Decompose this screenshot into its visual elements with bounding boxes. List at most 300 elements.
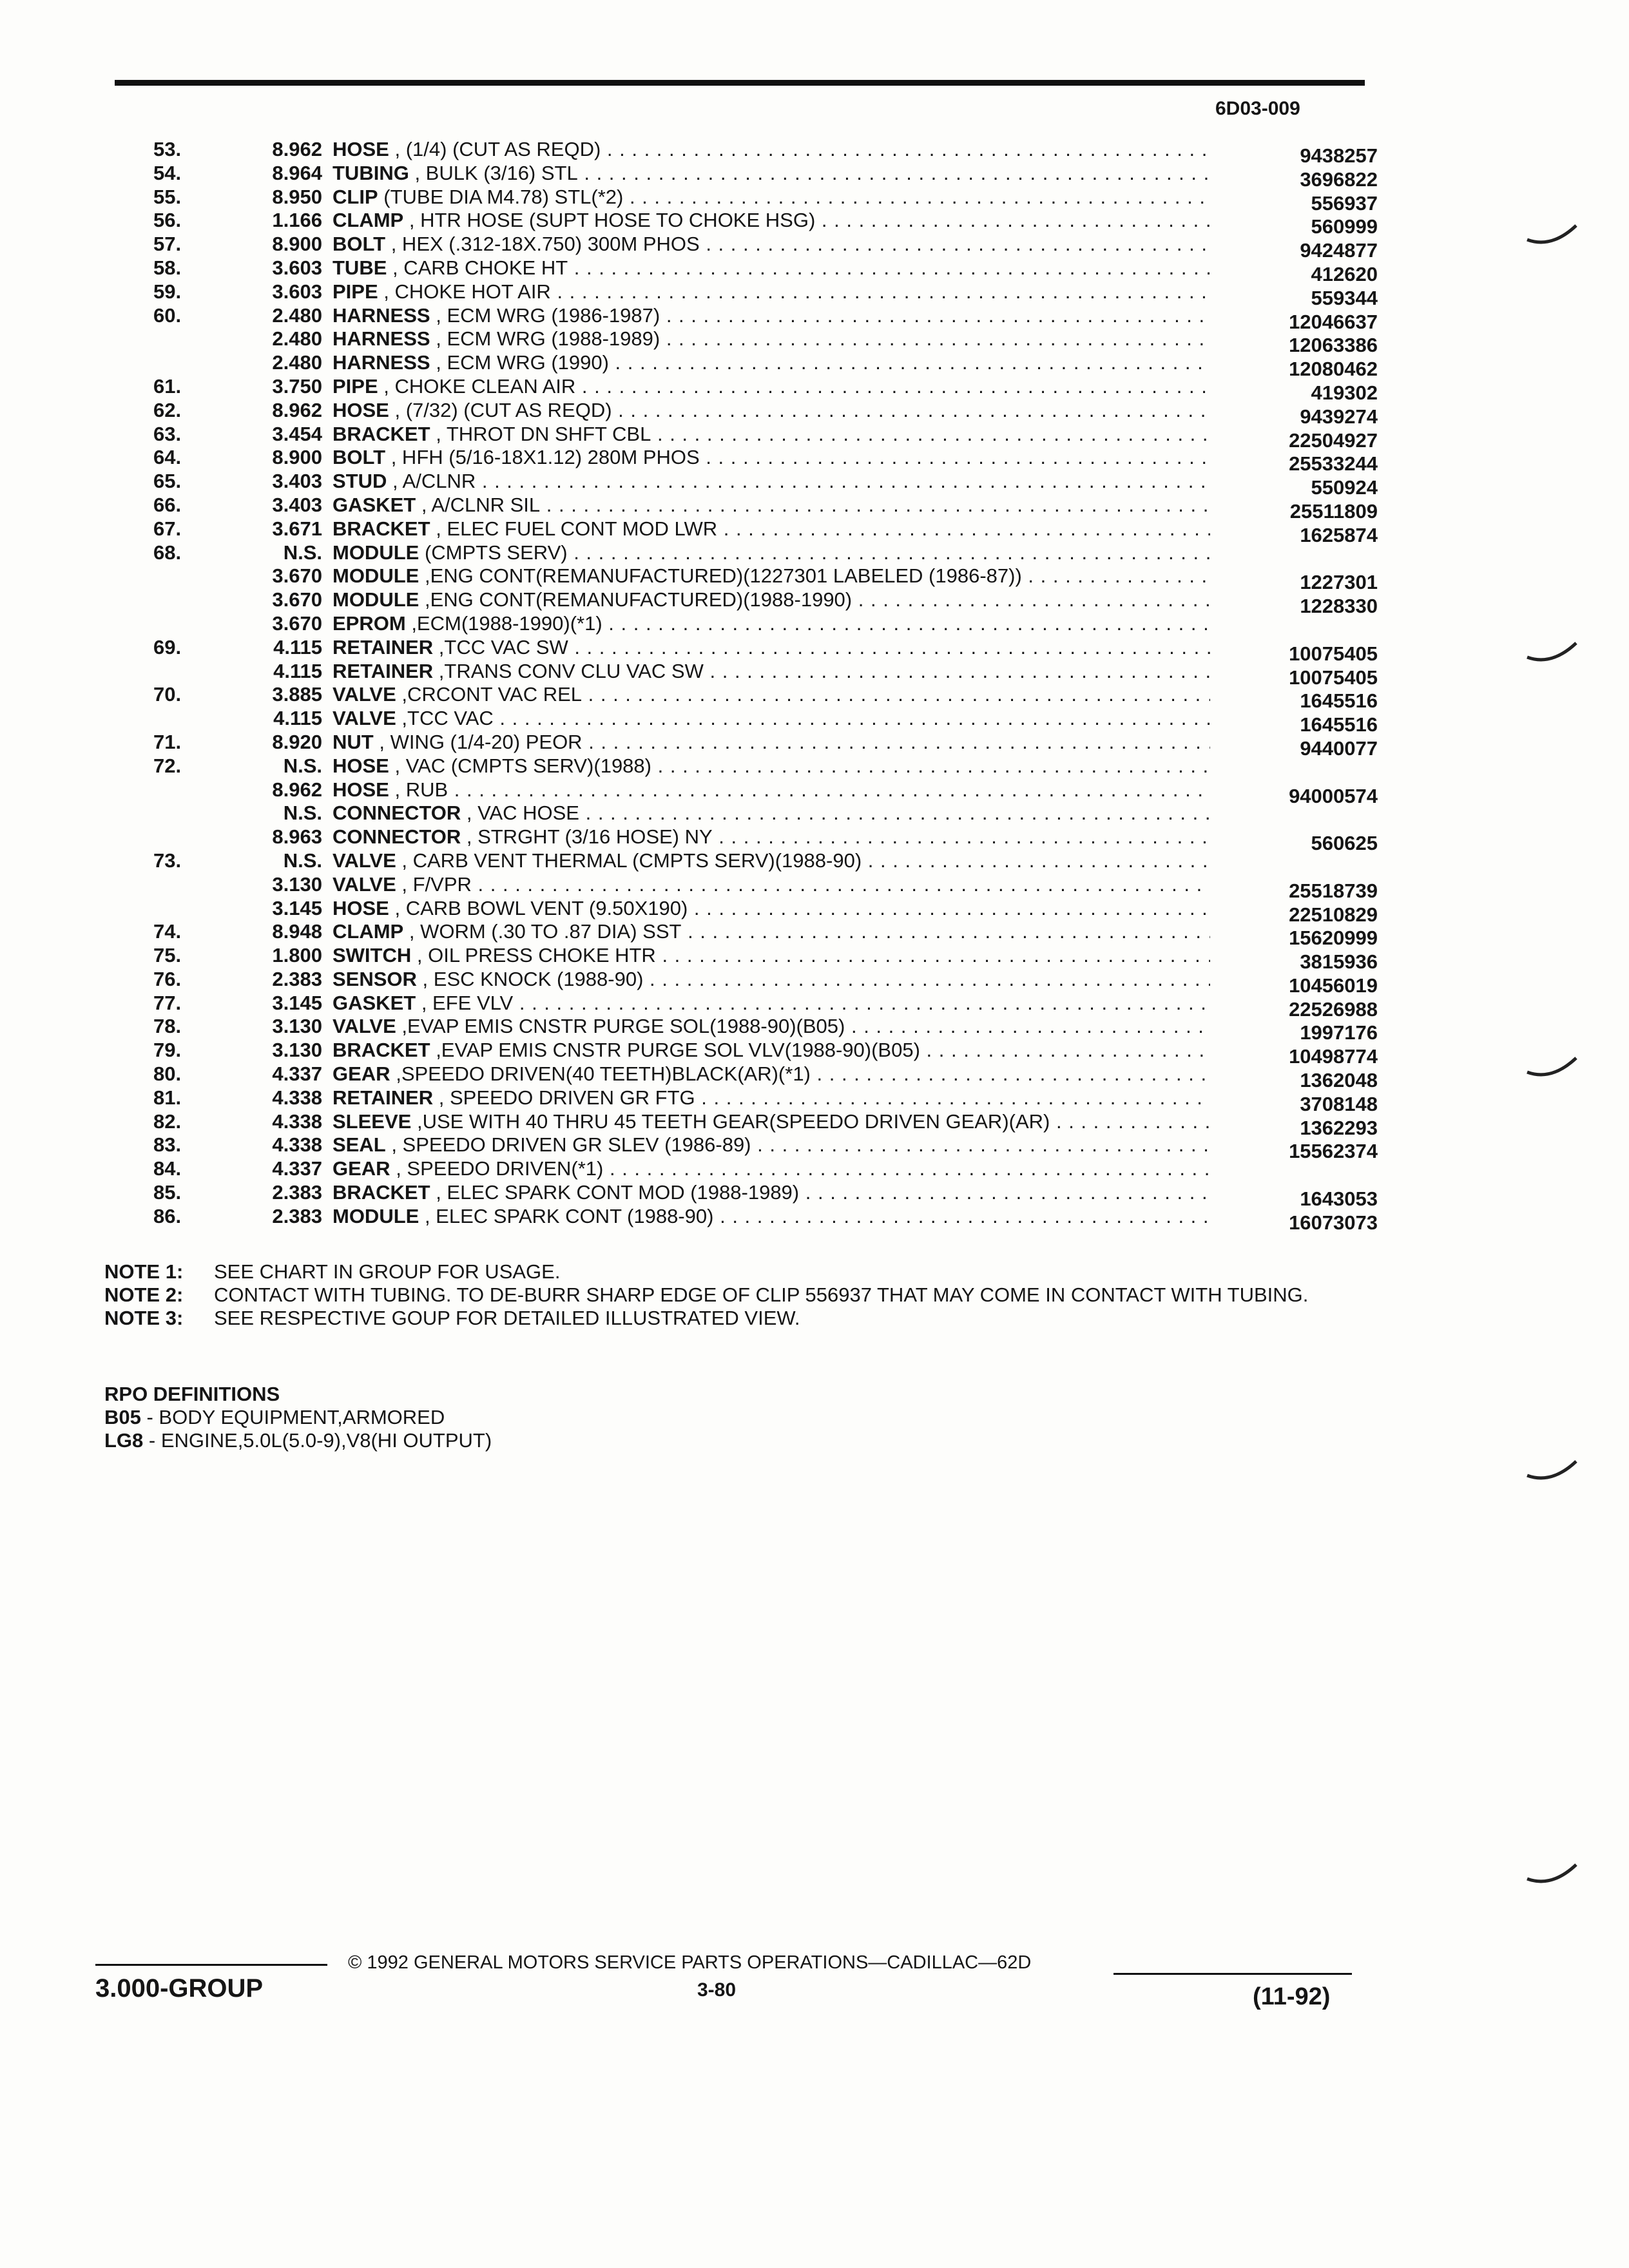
part-detail: , (1/4) (CUT AS REQD) bbox=[394, 138, 601, 160]
parts-row bbox=[115, 730, 1378, 760]
parts-row bbox=[115, 280, 1378, 309]
part-name: TUBING bbox=[333, 161, 409, 184]
ref-number: 62. bbox=[153, 398, 182, 421]
part-name: TUBE bbox=[333, 256, 387, 279]
part-number: 12063386 bbox=[1289, 334, 1378, 357]
part-detail: , A/CLNR bbox=[392, 470, 476, 493]
part-name: VALVE bbox=[333, 849, 396, 872]
part-number: 1997176 bbox=[1300, 1021, 1378, 1044]
part-name: HOSE bbox=[333, 754, 389, 777]
parts-row bbox=[115, 1157, 1378, 1181]
part-detail: , VAC HOSE bbox=[466, 802, 579, 825]
group-number: 4.337 bbox=[272, 1062, 322, 1086]
part-name: CLAMP bbox=[333, 209, 404, 232]
group-number: 3.130 bbox=[272, 872, 322, 896]
part-number: 10498774 bbox=[1289, 1045, 1378, 1068]
ref-number: 54. bbox=[153, 161, 182, 184]
part-detail: ,TCC VAC SW bbox=[438, 635, 568, 658]
part-number: 419302 bbox=[1311, 381, 1378, 404]
binder-mark-icon bbox=[1526, 640, 1579, 666]
part-name: HARNESS bbox=[333, 303, 430, 327]
page-number: 3-80 bbox=[697, 1979, 737, 2001]
part-name: EPROM bbox=[333, 611, 406, 635]
parts-row bbox=[115, 635, 1378, 665]
parts-row bbox=[115, 849, 1378, 873]
part-number: 1227301 bbox=[1300, 571, 1378, 594]
parts-row bbox=[115, 303, 1378, 333]
ref-number: 75. bbox=[153, 944, 182, 967]
part-name: STUD bbox=[333, 470, 387, 493]
rpo-list bbox=[104, 1406, 492, 1452]
rpo-text: - BODY EQUIPMENT,ARMORED bbox=[140, 1406, 445, 1428]
part-number: 1643053 bbox=[1300, 1187, 1378, 1211]
parts-row bbox=[115, 825, 1378, 855]
parts-row bbox=[115, 564, 1378, 594]
ref-number: 57. bbox=[153, 233, 182, 256]
part-number: 412620 bbox=[1311, 262, 1378, 285]
part-detail: , HFH (5/16-18X1.12) 280M PHOS bbox=[390, 446, 700, 469]
part-number: 25533244 bbox=[1289, 452, 1378, 476]
parts-row bbox=[115, 161, 1378, 191]
note-label: NOTE 3: bbox=[104, 1307, 184, 1329]
part-name: GEAR bbox=[333, 1157, 390, 1180]
part-description bbox=[333, 470, 1210, 494]
parts-row bbox=[115, 778, 1378, 807]
part-number: 1228330 bbox=[1300, 595, 1378, 618]
part-detail: ,TCC VAC bbox=[401, 707, 494, 730]
part-detail: , WING (1/4-20) PEOR bbox=[379, 730, 583, 753]
part-name: HOSE bbox=[333, 138, 389, 160]
parts-row bbox=[115, 1181, 1378, 1211]
top-rule bbox=[115, 80, 1365, 86]
part-detail: , CHOKE CLEAN AIR bbox=[383, 374, 576, 398]
parts-row bbox=[115, 683, 1378, 713]
part-detail: , HTR HOSE (SUPT HOSE TO CHOKE HSG) bbox=[409, 209, 816, 232]
part-description bbox=[333, 1086, 1210, 1110]
part-detail: , CARB VENT THERMAL (CMPTS SERV)(1988-90) bbox=[401, 849, 862, 872]
parts-row bbox=[115, 612, 1378, 636]
part-detail: , A/CLNR SIL bbox=[421, 493, 541, 516]
part-detail: , ELEC SPARK CONT MOD (1988-1989) bbox=[436, 1181, 800, 1204]
parts-row bbox=[115, 1110, 1378, 1139]
parts-row bbox=[115, 422, 1378, 452]
part-description bbox=[333, 897, 1210, 921]
part-description bbox=[333, 660, 1210, 684]
part-number: 12046637 bbox=[1289, 310, 1378, 333]
part-number: 25511809 bbox=[1289, 499, 1378, 523]
ref-number: 81. bbox=[153, 1086, 182, 1109]
part-description bbox=[333, 564, 1210, 588]
ref-number: 55. bbox=[153, 185, 182, 208]
ref-number: 67. bbox=[153, 517, 182, 540]
ref-number: 61. bbox=[153, 374, 182, 398]
part-detail: ,TRANS CONV CLU VAC SW bbox=[438, 659, 704, 682]
part-name: MODULE bbox=[333, 588, 419, 611]
part-name: SENSOR bbox=[333, 967, 417, 990]
part-description bbox=[333, 423, 1210, 447]
group-number: 3.670 bbox=[272, 611, 322, 635]
part-description bbox=[333, 280, 1210, 304]
part-name: HOSE bbox=[333, 778, 389, 801]
part-name: MODULE bbox=[333, 1204, 419, 1227]
parts-row bbox=[115, 707, 1378, 736]
ref-number: 56. bbox=[153, 209, 182, 232]
part-number: 556937 bbox=[1311, 191, 1378, 215]
part-description bbox=[333, 802, 1210, 825]
part-description bbox=[333, 446, 1210, 470]
ref-number: 78. bbox=[153, 1015, 182, 1038]
part-detail: , ESC KNOCK (1988-90) bbox=[422, 967, 644, 990]
part-number: 9440077 bbox=[1300, 736, 1378, 760]
part-name: VALVE bbox=[333, 707, 396, 730]
part-number: 3696822 bbox=[1300, 168, 1378, 191]
ref-number: 64. bbox=[153, 446, 182, 469]
part-name: BRACKET bbox=[333, 1181, 430, 1204]
rpo-text: - ENGINE,5.0L(5.0-9),V8(HI OUTPUT) bbox=[143, 1429, 492, 1452]
ref-number: 73. bbox=[153, 849, 182, 872]
notes-section bbox=[104, 1260, 1329, 1330]
part-description bbox=[333, 992, 1210, 1015]
part-name: CONNECTOR bbox=[333, 802, 461, 825]
part-name: BOLT bbox=[333, 233, 386, 256]
group-number: 4.115 bbox=[273, 659, 322, 682]
ref-number: 86. bbox=[153, 1204, 182, 1227]
part-description bbox=[333, 304, 1210, 328]
group-number: 3.670 bbox=[272, 564, 322, 588]
ref-number: 74. bbox=[153, 920, 182, 943]
group-number: 8.963 bbox=[272, 825, 322, 849]
parts-row bbox=[115, 754, 1378, 778]
part-number: 3815936 bbox=[1300, 950, 1378, 974]
part-name: BRACKET bbox=[333, 1039, 430, 1062]
group-number: 8.964 bbox=[272, 161, 322, 184]
rpo-definitions bbox=[104, 1383, 492, 1452]
parts-row bbox=[115, 1039, 1378, 1068]
part-name: MODULE bbox=[333, 564, 419, 588]
parts-row bbox=[115, 327, 1378, 357]
part-name: BOLT bbox=[333, 446, 386, 469]
parts-row bbox=[115, 802, 1378, 825]
part-detail: , THROT DN SHFT CBL bbox=[436, 422, 651, 445]
group-number: 3.403 bbox=[272, 493, 322, 516]
part-description bbox=[333, 162, 1210, 186]
group-number: 3.750 bbox=[272, 374, 322, 398]
part-name: VALVE bbox=[333, 872, 396, 896]
part-description bbox=[333, 517, 1210, 541]
part-name: GEAR bbox=[333, 1062, 390, 1086]
group-number: 3.670 bbox=[272, 588, 322, 611]
parts-row bbox=[115, 256, 1378, 285]
group-number: 4.338 bbox=[272, 1110, 322, 1133]
part-name: GASKET bbox=[333, 493, 416, 516]
part-detail: ,EVAP EMIS CNSTR PURGE SOL VLV(1988-90)(B05) bbox=[436, 1039, 920, 1062]
part-number: 1362048 bbox=[1300, 1069, 1378, 1092]
rpo-title: RPO DEFINITIONS bbox=[104, 1383, 280, 1405]
part-description bbox=[333, 731, 1210, 754]
part-description bbox=[333, 327, 1210, 351]
part-detail: , SPEEDO DRIVEN GR FTG bbox=[438, 1086, 695, 1109]
parts-row bbox=[115, 233, 1378, 262]
group-number: 1.800 bbox=[272, 944, 322, 967]
group-number: 8.900 bbox=[272, 233, 322, 256]
ref-number: 58. bbox=[153, 256, 182, 279]
ref-number: 68. bbox=[153, 541, 182, 564]
part-name: HOSE bbox=[333, 398, 389, 421]
part-number: 12080462 bbox=[1289, 358, 1378, 381]
part-name: SWITCH bbox=[333, 944, 412, 967]
parts-row bbox=[115, 920, 1378, 950]
part-number: 94000574 bbox=[1289, 784, 1378, 807]
group-number: 3.403 bbox=[272, 470, 322, 493]
group-number: 3.130 bbox=[272, 1039, 322, 1062]
part-number: 16073073 bbox=[1289, 1211, 1378, 1234]
part-detail: , ECM WRG (1986-1987) bbox=[436, 303, 660, 327]
parts-row bbox=[115, 1015, 1378, 1044]
group-number: 3.130 bbox=[272, 1015, 322, 1038]
ref-number: 63. bbox=[153, 422, 182, 445]
group-number: 3.671 bbox=[272, 517, 322, 540]
group-number: 3.145 bbox=[272, 991, 322, 1014]
part-name: VALVE bbox=[333, 683, 396, 706]
part-name: SLEEVE bbox=[333, 1110, 412, 1133]
rpo-item bbox=[104, 1406, 492, 1429]
note-item bbox=[104, 1307, 1329, 1330]
part-description bbox=[333, 375, 1210, 399]
part-detail: ,SPEEDO DRIVEN(40 TEETH)BLACK(AR)(*1) bbox=[396, 1062, 811, 1086]
parts-row bbox=[115, 470, 1378, 499]
ref-number: 82. bbox=[153, 1110, 182, 1133]
ref-number: 60. bbox=[153, 303, 182, 327]
group-number: 4.115 bbox=[273, 707, 322, 730]
group-number: 2.480 bbox=[272, 327, 322, 351]
parts-row bbox=[115, 944, 1378, 974]
rpo-code: LG8 bbox=[104, 1429, 144, 1452]
part-detail: (TUBE DIA M4.78) STL(*2) bbox=[383, 185, 624, 208]
group-number: 8.962 bbox=[272, 778, 322, 801]
parts-row bbox=[115, 517, 1378, 546]
parts-row bbox=[115, 446, 1378, 476]
group-number: 3.885 bbox=[272, 683, 322, 706]
part-detail: , ECM WRG (1988-1989) bbox=[436, 327, 660, 351]
note-text: SEE CHART IN GROUP FOR USAGE. bbox=[214, 1260, 561, 1283]
part-number: 560999 bbox=[1311, 215, 1378, 238]
part-description bbox=[333, 1181, 1210, 1205]
part-detail: (CMPTS SERV) bbox=[424, 541, 568, 564]
ref-number: 70. bbox=[153, 683, 182, 706]
part-name: SEAL bbox=[333, 1133, 386, 1157]
part-detail: , OIL PRESS CHOKE HTR bbox=[416, 944, 656, 967]
group-number: N.S. bbox=[283, 802, 322, 825]
part-detail: ,USE WITH 40 THRU 45 TEETH GEAR(SPEEDO DRIVEN GEAR)(AR) bbox=[416, 1110, 1050, 1133]
part-number: 1645516 bbox=[1300, 689, 1378, 713]
parts-row bbox=[115, 1086, 1378, 1115]
part-number: 25518739 bbox=[1289, 879, 1378, 902]
part-description bbox=[333, 944, 1210, 968]
part-name: PIPE bbox=[333, 280, 378, 303]
group-number: 8.900 bbox=[272, 446, 322, 469]
part-description bbox=[333, 233, 1210, 256]
parts-row bbox=[115, 896, 1378, 926]
date-code: (11-92) bbox=[1253, 1983, 1331, 2010]
part-description bbox=[333, 541, 1210, 565]
part-description bbox=[333, 754, 1210, 778]
parts-row bbox=[115, 209, 1378, 238]
part-description bbox=[333, 707, 1210, 731]
part-detail: , ELEC SPARK CONT (1988-90) bbox=[424, 1204, 714, 1227]
rpo-item bbox=[104, 1429, 492, 1452]
part-detail: ,EVAP EMIS CNSTR PURGE SOL(1988-90)(B05) bbox=[401, 1015, 845, 1038]
part-description bbox=[333, 778, 1210, 802]
part-number: 10075405 bbox=[1289, 666, 1378, 689]
part-name: RETAINER bbox=[333, 635, 434, 658]
part-name: HOSE bbox=[333, 896, 389, 919]
part-description bbox=[333, 636, 1210, 660]
ref-number: 80. bbox=[153, 1062, 182, 1086]
parts-row bbox=[115, 588, 1378, 618]
part-name: RETAINER bbox=[333, 1086, 434, 1109]
group-number: 2.480 bbox=[272, 303, 322, 327]
part-name: HARNESS bbox=[333, 351, 430, 374]
part-number: 9439274 bbox=[1300, 405, 1378, 428]
part-detail: ,ENG CONT(REMANUFACTURED)(1988-1990) bbox=[424, 588, 853, 611]
group-number: 4.338 bbox=[272, 1086, 322, 1109]
group-number: 1.166 bbox=[272, 209, 322, 232]
part-number: 559344 bbox=[1311, 286, 1378, 309]
part-description bbox=[333, 683, 1210, 707]
parts-row bbox=[115, 493, 1378, 523]
part-detail: , STRGHT (3/16 HOSE) NY bbox=[466, 825, 713, 849]
footer-rule-right bbox=[1113, 1973, 1352, 1975]
part-description bbox=[333, 825, 1210, 849]
part-name: CLIP bbox=[333, 185, 378, 208]
note-item bbox=[104, 1283, 1329, 1307]
ref-number: 83. bbox=[153, 1133, 182, 1157]
parts-row bbox=[115, 185, 1378, 215]
part-detail: , VAC (CMPTS SERV)(1988) bbox=[394, 754, 651, 777]
part-detail: , CHOKE HOT AIR bbox=[383, 280, 551, 303]
part-description bbox=[333, 351, 1210, 375]
part-description bbox=[333, 1015, 1210, 1039]
parts-row bbox=[115, 991, 1378, 1021]
copyright-line: © 1992 GENERAL MOTORS SERVICE PARTS OPERATIONS—CADILLAC—62D bbox=[348, 1952, 1032, 1973]
part-description bbox=[333, 1205, 1210, 1229]
ref-number: 65. bbox=[153, 470, 182, 493]
group-number: 2.383 bbox=[272, 967, 322, 990]
ref-number: 59. bbox=[153, 280, 182, 303]
part-detail: , (7/32) (CUT AS REQD) bbox=[394, 398, 612, 421]
part-number: 9424877 bbox=[1300, 239, 1378, 262]
part-description bbox=[333, 873, 1210, 897]
part-name: HARNESS bbox=[333, 327, 430, 351]
group-number: 2.383 bbox=[272, 1181, 322, 1204]
ref-number: 72. bbox=[153, 754, 182, 777]
part-detail: , ELEC FUEL CONT MOD LWR bbox=[436, 517, 718, 540]
part-number: 560625 bbox=[1311, 832, 1378, 855]
part-number: 22510829 bbox=[1289, 903, 1378, 926]
part-description bbox=[333, 1039, 1210, 1062]
part-number: 1645516 bbox=[1300, 713, 1378, 736]
group-number: 4.338 bbox=[272, 1133, 322, 1157]
ref-number: 76. bbox=[153, 967, 182, 990]
part-name: PIPE bbox=[333, 374, 378, 398]
document-code: 6D03-009 bbox=[1215, 98, 1300, 119]
note-label: NOTE 2: bbox=[104, 1283, 184, 1306]
part-description bbox=[333, 138, 1210, 162]
part-name: BRACKET bbox=[333, 517, 430, 540]
part-description bbox=[333, 1110, 1210, 1134]
parts-row bbox=[115, 541, 1378, 565]
ref-number: 77. bbox=[153, 991, 182, 1014]
group-number: 3.454 bbox=[272, 422, 322, 445]
binder-mark-icon bbox=[1526, 1055, 1579, 1081]
parts-row bbox=[115, 659, 1378, 689]
part-number: 1625874 bbox=[1300, 523, 1378, 546]
part-number: 10456019 bbox=[1289, 974, 1378, 997]
part-name: VALVE bbox=[333, 1015, 396, 1038]
parts-row bbox=[115, 351, 1378, 381]
part-number: 10075405 bbox=[1289, 642, 1378, 665]
footer-rule-left bbox=[95, 1964, 327, 1966]
note-text: CONTACT WITH TUBING. TO DE-BURR SHARP EDGE OF CLIP 556937 THAT MAY COME IN CONTACT WITH TUBING. bbox=[214, 1283, 1309, 1306]
note-text: SEE RESPECTIVE GOUP FOR DETAILED ILLUSTRATED VIEW. bbox=[214, 1307, 800, 1329]
part-name: CONNECTOR bbox=[333, 825, 461, 849]
group-number: 3.603 bbox=[272, 280, 322, 303]
note-label: NOTE 1: bbox=[104, 1260, 184, 1283]
part-number: 9438257 bbox=[1300, 144, 1378, 167]
binder-mark-icon bbox=[1526, 223, 1579, 249]
parts-row bbox=[115, 1133, 1378, 1163]
ref-number: 69. bbox=[153, 635, 182, 658]
group-number: 8.950 bbox=[272, 185, 322, 208]
part-detail: , CARB CHOKE HT bbox=[392, 256, 568, 279]
group-number: 8.948 bbox=[272, 920, 322, 943]
group-number: 4.115 bbox=[273, 635, 322, 658]
group-number: N.S. bbox=[283, 754, 322, 777]
part-name: NUT bbox=[333, 730, 374, 753]
part-detail: ,CRCONT VAC REL bbox=[401, 683, 583, 706]
part-description bbox=[333, 1062, 1210, 1086]
group-number: 2.383 bbox=[272, 1204, 322, 1227]
parts-row bbox=[115, 1062, 1378, 1092]
group-number: 8.920 bbox=[272, 730, 322, 753]
part-detail: , F/VPR bbox=[401, 872, 472, 896]
parts-row bbox=[115, 872, 1378, 902]
part-description bbox=[333, 1157, 1210, 1181]
ref-number: 84. bbox=[153, 1157, 182, 1180]
part-name: MODULE bbox=[333, 541, 419, 564]
part-number: 550924 bbox=[1311, 476, 1378, 499]
note-item bbox=[104, 1260, 1329, 1283]
ref-number: 71. bbox=[153, 730, 182, 753]
parts-list bbox=[115, 138, 1378, 1234]
part-detail: ,ECM(1988-1990)(*1) bbox=[411, 611, 602, 635]
binder-mark-icon bbox=[1526, 1862, 1579, 1888]
part-detail: , EFE VLV bbox=[421, 991, 514, 1014]
part-description bbox=[333, 1133, 1210, 1157]
part-detail: ,ENG CONT(REMANUFACTURED)(1227301 LABELED (1986-87)) bbox=[424, 564, 1022, 588]
part-detail: , HEX (.312-18X.750) 300M PHOS bbox=[390, 233, 700, 256]
part-detail: , RUB bbox=[394, 778, 448, 801]
parts-row bbox=[115, 138, 1378, 167]
group-number: N.S. bbox=[283, 849, 322, 872]
part-description bbox=[333, 256, 1210, 280]
part-description bbox=[333, 399, 1210, 423]
part-name: BRACKET bbox=[333, 422, 430, 445]
part-description bbox=[333, 849, 1210, 873]
part-number: 3708148 bbox=[1300, 1092, 1378, 1115]
group-label: 3.000-GROUP bbox=[95, 1974, 264, 2003]
part-detail: , BULK (3/16) STL bbox=[414, 161, 578, 184]
